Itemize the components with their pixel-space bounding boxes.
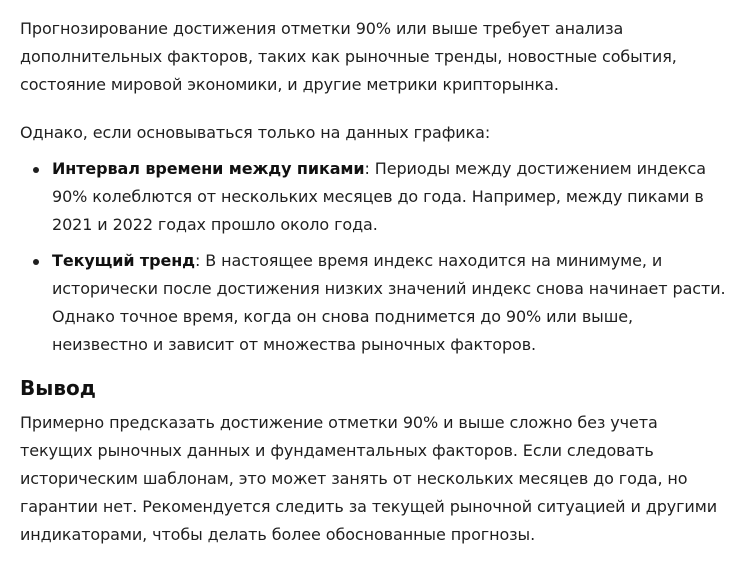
list-item-text: : В настоящее время индекс находится на минимуме, и исторически после достижения низких значений индекс снова начинает расти. Однако точное время, когда он снова поднимется до 90% или выше, неизвестно и зависит от множества рыночных факторов. [52,251,726,354]
list-item-title: Текущий тренд [52,251,195,270]
list-item [20,247,730,359]
chart-basis-paragraph: Однако, если основываться только на данных графика: [20,123,491,142]
list-item [20,155,730,239]
conclusion-heading: Вывод [20,376,96,400]
bullet-list [20,155,730,359]
list-item-text: : Периоды между достижением индекса 90% колеблются от нескольких месяцев до года. Например, между пиками в 2021 и 2022 годах прошло около года. [52,159,706,234]
conclusion-paragraph: Примерно предсказать достижение отметки 90% и выше сложно без учета текущих рыночных данных и фундаментальных факторов. Если следовать историческим шаблонам, это может занять от нескольких месяцев до года, но гарантии нет. Рекомендуется следить за текущей рыночной ситуацией и другими индикаторами, чтобы делать более обоснованные прогнозы. [20,413,717,544]
list-item-title: Интервал времени между пиками [52,159,365,178]
intro-paragraph: Прогнозирование достижения отметки 90% или выше требует анализа дополнительных факторов, таких как рыночные тренды, новостные события, состояние мировой экономики, и другие метрики крипторынка. [20,19,677,94]
bullet-icon [33,259,39,265]
bullet-icon [33,167,39,173]
